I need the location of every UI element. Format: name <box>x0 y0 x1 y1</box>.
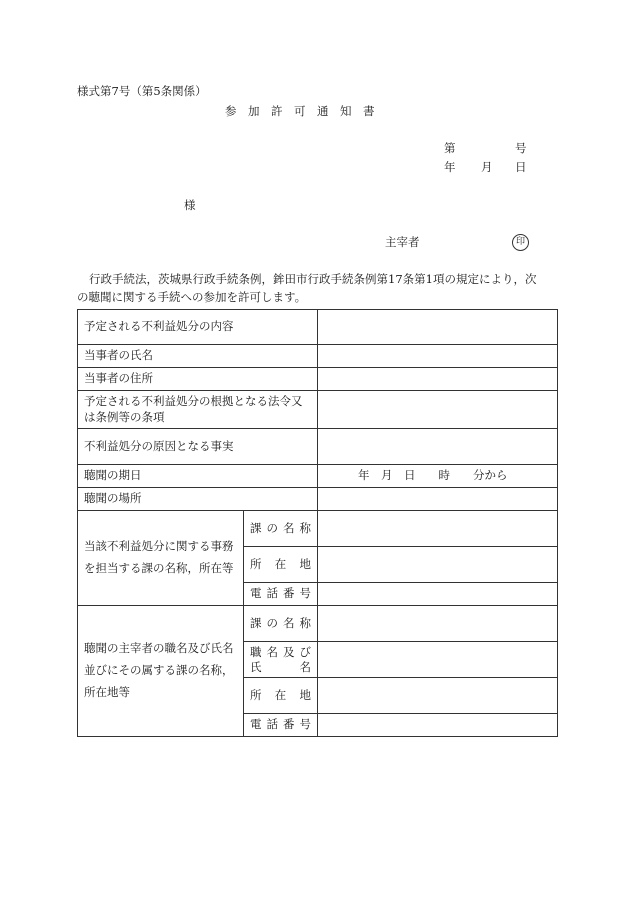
sub-label-phone: 電話番号 <box>244 583 318 606</box>
row-value <box>318 678 558 714</box>
row-label-multiline <box>78 391 318 429</box>
row-label: 当事者の氏名 <box>78 345 318 368</box>
table-row <box>78 310 558 345</box>
date-year: 年 <box>444 160 456 174</box>
group-label-line: 所在地等 <box>84 684 130 699</box>
sub-label-location: 所在地 <box>244 678 318 714</box>
table-row <box>78 511 558 547</box>
table-row <box>78 488 558 511</box>
group-label-line: 並びにその属する課の名称， <box>84 663 234 678</box>
sub-label-line: 職名及び <box>250 645 311 660</box>
date-month: 月 <box>481 160 493 174</box>
group-label-line: 当該不利益処分に関する事務 <box>84 539 234 554</box>
row-value <box>318 714 558 737</box>
row-value <box>318 345 558 368</box>
row-label-line: 予定される不利益処分の根拠となる法令又 <box>84 394 303 408</box>
table-row <box>78 391 558 429</box>
row-label: 聴聞の場所 <box>78 488 318 511</box>
row-value <box>318 488 558 511</box>
addressee-suffix: 様 <box>184 198 196 212</box>
hearing-details-table <box>77 309 558 737</box>
table-row <box>78 368 558 391</box>
seal-mark: 印 <box>512 234 529 251</box>
row-label-line: は条例等の条項 <box>84 409 165 424</box>
table-row <box>78 345 558 368</box>
number-prefix: 第 <box>444 141 456 155</box>
row-label: 聴聞の期日 <box>78 465 318 488</box>
sub-label-location: 所在地 <box>244 547 318 583</box>
presider-label: 主宰者 <box>385 235 420 249</box>
hearing-date-value: 年 月 日 時 分から <box>318 465 558 488</box>
row-value <box>318 310 558 345</box>
row-value <box>318 511 558 547</box>
row-value <box>318 583 558 606</box>
row-value <box>318 606 558 642</box>
number-suffix: 号 <box>515 141 527 155</box>
row-value <box>318 429 558 465</box>
sub-label-phone: 電話番号 <box>244 714 318 737</box>
sub-label-dept-name: 課の名称 <box>244 511 318 547</box>
sub-label-line: 氏名 <box>250 659 311 674</box>
row-value <box>318 547 558 583</box>
sub-label-dept-name: 課の名称 <box>244 606 318 642</box>
document-title: 参 加 許 可 通 知 書 <box>225 104 375 118</box>
dept-group-label <box>78 511 244 606</box>
table-row <box>78 465 558 488</box>
row-label: 当事者の住所 <box>78 368 318 391</box>
row-value <box>318 391 558 429</box>
sub-label-title-name <box>244 642 318 678</box>
presider-group-label <box>78 606 244 737</box>
group-label-line: を担当する課の名称，所在等 <box>84 561 234 576</box>
row-label: 不利益処分の原因となる事実 <box>78 429 318 465</box>
table-row <box>78 429 558 465</box>
body-text-line2: の聴聞に関する手続への参加を許可します。 <box>77 290 307 304</box>
date-day: 日 <box>515 160 527 174</box>
row-value <box>318 368 558 391</box>
group-label-line: 聴聞の主宰者の職名及び氏名 <box>84 641 234 656</box>
form-number: 様式第7号（第5条関係） <box>77 84 207 98</box>
body-text-line1: 行政手続法，茨城県行政手続条例，鉾田市行政手続条例第17条第1項の規定により，次 <box>89 272 537 286</box>
table-row <box>78 606 558 642</box>
row-value <box>318 642 558 678</box>
row-label: 予定される不利益処分の内容 <box>78 310 318 345</box>
